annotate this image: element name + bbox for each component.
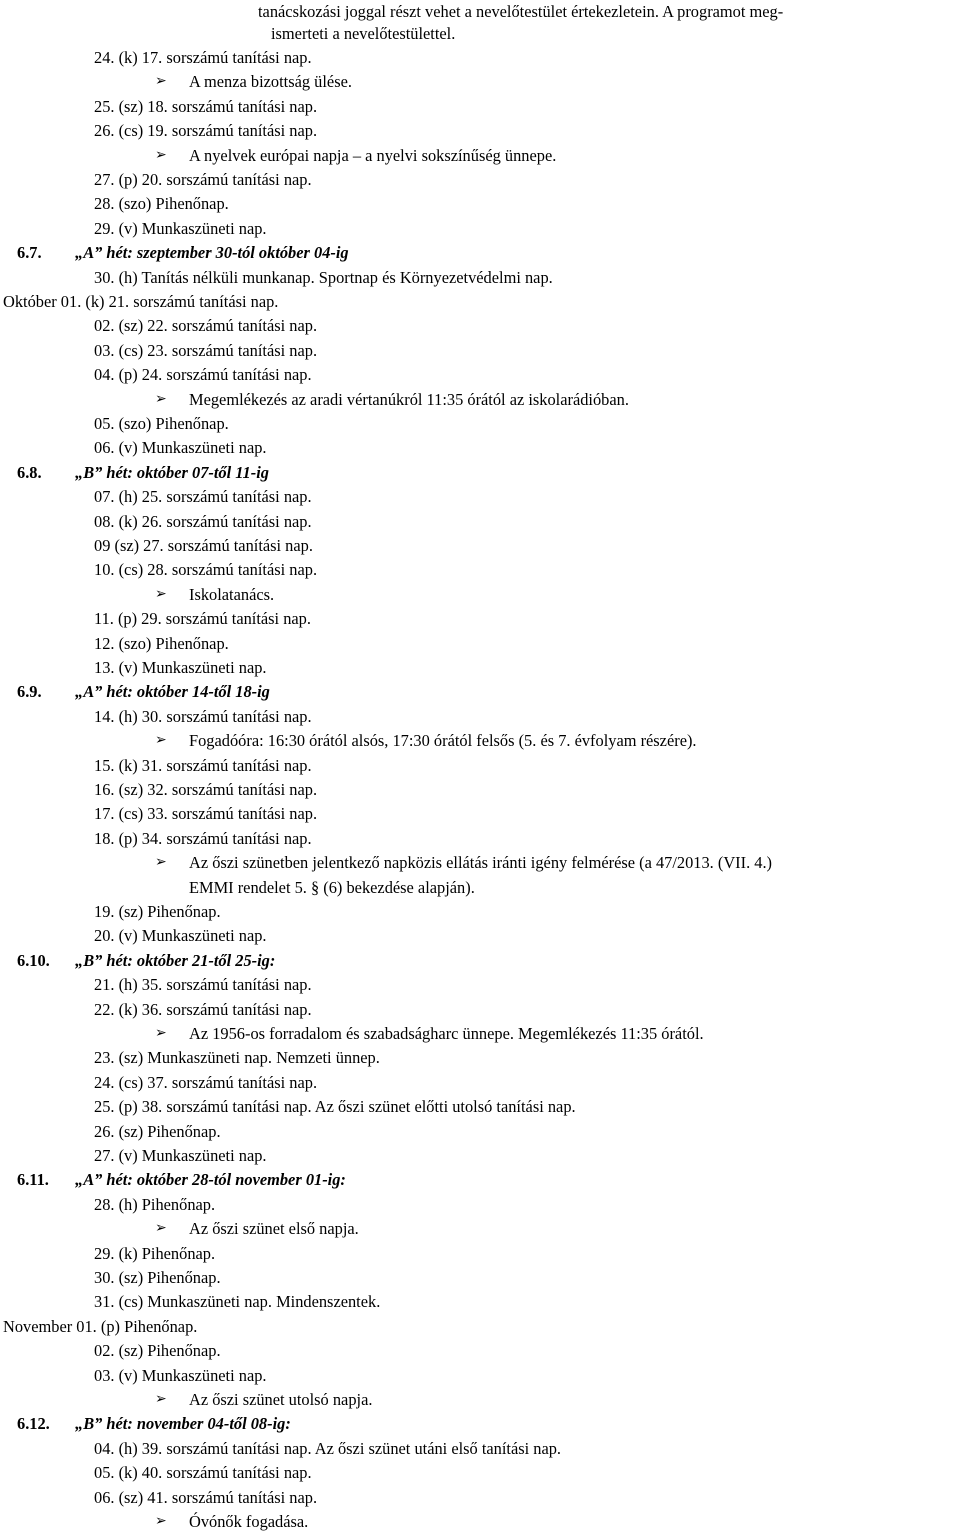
day-text: 03. (v) Munkaszüneti nap. <box>94 1365 267 1385</box>
bullet-text: Megemlékezés az aradi vértanúkról 11:35 órától az iskolarádióban. <box>189 389 629 409</box>
week-heading-title: „A” hét: október 14-től 18-ig <box>75 682 270 702</box>
schedule-day-line <box>0 534 960 558</box>
schedule-day-line <box>0 802 960 826</box>
arrow-bullet-icon: ➢ <box>155 855 167 871</box>
day-text: 22. (k) 36. sorszámú tanítási nap. <box>94 999 312 1019</box>
day-text: 20. (v) Munkaszüneti nap. <box>94 926 267 946</box>
day-text: 25. (p) 38. sorszámú tanítási nap. Az őszi szünet előtti utolsó tanítási nap. <box>94 1097 576 1117</box>
bullet-text: Az 1956-os forradalom és szabadságharc ünnepe. Megemlékezés 11:35 órától. <box>189 1024 704 1043</box>
day-text: 25. (sz) 18. sorszámú tanítási nap. <box>94 96 318 116</box>
day-text: 30. (h) Tanítás nélküli munkanap. Sportnap és Környezetvédelmi nap. <box>94 267 553 287</box>
schedule-day-line <box>0 266 960 290</box>
day-text: 17. (cs) 33. sorszámú tanítási nap. <box>94 804 318 824</box>
week-heading-label <box>17 1412 291 1436</box>
day-text: 10. (cs) 28. sorszámú tanítási nap. <box>94 560 318 580</box>
schedule-day-line <box>0 436 960 460</box>
arrow-bullet-icon: ➢ <box>155 391 167 407</box>
schedule-day-line <box>0 632 960 656</box>
continuation-text: EMMI rendelet 5. § (6) bekezdése alapján). <box>189 877 475 897</box>
bullet-text: Fogadóóra: 16:30 órától alsós, 17:30 órától felsős (5. és 7. évfolyam részére). <box>189 731 697 751</box>
bullet-text: A menza bizottság ülése. <box>189 72 352 92</box>
schedule-day-line <box>0 46 960 70</box>
bullet-text: Óvónők fogadása. <box>189 1512 309 1531</box>
schedule-day-line <box>0 1071 960 1095</box>
day-text: 07. (h) 25. sorszámú tanítási nap. <box>94 487 312 507</box>
day-text: 23. (sz) Munkaszüneti nap. Nemzeti ünnep. <box>94 1048 380 1068</box>
schedule-day-line <box>0 754 960 778</box>
day-text: 15. (k) 31. sorszámú tanítási nap. <box>94 755 312 775</box>
schedule-bullet-line <box>0 851 960 875</box>
schedule-day-line <box>0 412 960 436</box>
bullet-text: Az őszi szünet első napja. <box>189 1219 359 1239</box>
week-heading-number: 6.10. <box>17 950 50 970</box>
week-heading-number: 6.9. <box>17 682 42 702</box>
schedule-day-line <box>0 510 960 534</box>
day-text: 11. (p) 29. sorszámú tanítási nap. <box>94 609 311 629</box>
week-heading-number: 6.7. <box>17 243 42 263</box>
arrow-bullet-icon: ➢ <box>155 1392 167 1407</box>
day-text: 27. (v) Munkaszüneti nap. <box>94 1146 267 1165</box>
month-day-text: November 01. (p) Pihenőnap. <box>3 1316 198 1336</box>
schedule-day-line <box>0 1144 960 1168</box>
schedule-day-line <box>0 924 960 948</box>
schedule-day-line <box>0 314 960 338</box>
day-text: 12. (szo) Pihenőnap. <box>94 633 229 653</box>
schedule-day-line <box>0 1046 960 1070</box>
week-heading-label <box>17 241 349 265</box>
schedule-bullet-line <box>0 583 960 607</box>
schedule-bullet-line <box>0 729 960 753</box>
day-text: 30. (sz) Pihenőnap. <box>94 1268 221 1287</box>
bullet-text: Az őszi szünetben jelentkező napközis ellátás iránti igény felmérése (a 47/2013. (VII. 4.) <box>189 853 773 873</box>
day-text: 29. (v) Munkaszüneti nap. <box>94 218 267 238</box>
schedule-bullet-line <box>0 1388 960 1412</box>
week-heading-label <box>17 461 269 485</box>
intro-line-1 <box>0 0 960 24</box>
day-text: 03. (cs) 23. sorszámú tanítási nap. <box>94 340 318 360</box>
day-text: 21. (h) 35. sorszámú tanítási nap. <box>94 975 312 995</box>
arrow-bullet-icon: ➢ <box>155 1026 167 1041</box>
day-text: 18. (p) 34. sorszámú tanítási nap. <box>94 828 312 848</box>
schedule-day-line <box>0 485 960 509</box>
day-text: 02. (sz) Pihenőnap. <box>94 1341 221 1361</box>
schedule-day-line <box>0 778 960 802</box>
schedule-day-line <box>0 192 960 216</box>
schedule-month-line <box>0 1315 960 1339</box>
schedule-day-line <box>0 1339 960 1363</box>
schedule-day-line <box>0 1486 960 1510</box>
schedule-day-line <box>0 607 960 631</box>
week-heading-label <box>17 1168 346 1192</box>
schedule-day-line <box>0 119 960 143</box>
day-text: 16. (sz) 32. sorszámú tanítási nap. <box>94 780 318 799</box>
schedule-bullet-line <box>0 388 960 412</box>
schedule-day-line <box>0 998 960 1022</box>
arrow-bullet-icon: ➢ <box>155 1514 167 1529</box>
day-text: 06. (v) Munkaszüneti nap. <box>94 438 267 458</box>
schedule-day-line <box>0 827 960 851</box>
intro-text-1: tanácskozási joggal részt vehet a nevelőtestület értekezletein. A programot meg- <box>258 2 784 21</box>
schedule-day-line <box>0 1095 960 1119</box>
arrow-bullet-icon: ➢ <box>155 733 167 749</box>
schedule-day-line <box>0 973 960 997</box>
schedule-day-line <box>0 1290 960 1314</box>
day-text: 26. (sz) Pihenőnap. <box>94 1121 221 1141</box>
week-heading-label <box>17 949 276 973</box>
schedule-day-line <box>0 705 960 729</box>
week-heading-label <box>17 680 270 704</box>
week-heading-number: 6.11. <box>17 1170 49 1190</box>
schedule-bullet-line <box>0 1510 960 1534</box>
schedule-day-line <box>0 558 960 582</box>
week-heading-number: 6.12. <box>17 1414 50 1434</box>
schedule-day-line <box>0 168 960 192</box>
week-heading <box>0 461 960 485</box>
week-heading-title: „B” hét: október 21-től 25-ig: <box>75 950 276 970</box>
week-heading <box>0 680 960 704</box>
intro-line-2 <box>0 22 960 46</box>
schedule-bullet-line <box>0 1022 960 1046</box>
schedule-day-line <box>0 217 960 241</box>
schedule-day-line <box>0 1437 960 1461</box>
schedule-month-line <box>0 290 960 314</box>
schedule-bullet-line <box>0 70 960 94</box>
schedule-day-line <box>0 656 960 680</box>
schedule-day-line <box>0 339 960 363</box>
schedule-day-line <box>0 95 960 119</box>
week-heading-number: 6.8. <box>17 462 42 482</box>
day-text: 02. (sz) 22. sorszámú tanítási nap. <box>94 316 318 336</box>
day-text: 05. (k) 40. sorszámú tanítási nap. <box>94 1463 312 1483</box>
week-heading-title: „A” hét: szeptember 30-tól október 04-ig <box>75 243 349 263</box>
schedule-day-line <box>0 1461 960 1485</box>
day-text: 13. (v) Munkaszüneti nap. <box>94 658 267 677</box>
day-text: 29. (k) Pihenőnap. <box>94 1243 216 1263</box>
day-text: 09 (sz) 27. sorszámú tanítási nap. <box>94 536 313 555</box>
day-text: 14. (h) 30. sorszámú tanítási nap. <box>94 706 312 726</box>
schedule-continuation-line <box>0 876 960 900</box>
schedule-day-line <box>0 900 960 924</box>
day-text: 04. (p) 24. sorszámú tanítási nap. <box>94 365 312 385</box>
week-heading-title: „A” hét: október 28-tól november 01-ig: <box>75 1170 346 1190</box>
day-text: 27. (p) 20. sorszámú tanítási nap. <box>94 170 312 189</box>
month-day-text: Október 01. (k) 21. sorszámú tanítási nap. <box>3 292 279 311</box>
week-heading <box>0 1168 960 1192</box>
day-text: 24. (cs) 37. sorszámú tanítási nap. <box>94 1072 318 1092</box>
week-heading <box>0 949 960 973</box>
bullet-text: A nyelvek európai napja – a nyelvi sokszínűség ünnepe. <box>189 145 557 165</box>
schedule-day-line <box>0 1193 960 1217</box>
day-text: 28. (szo) Pihenőnap. <box>94 194 229 214</box>
schedule-bullet-line <box>0 1217 960 1241</box>
week-heading <box>0 241 960 265</box>
schedule-bullet-line <box>0 144 960 168</box>
bullet-text: Az őszi szünet utolsó napja. <box>189 1390 373 1409</box>
day-text: 19. (sz) Pihenőnap. <box>94 902 221 921</box>
schedule-day-line <box>0 1364 960 1388</box>
day-text: 24. (k) 17. sorszámú tanítási nap. <box>94 48 312 67</box>
arrow-bullet-icon: ➢ <box>155 586 167 602</box>
day-text: 06. (sz) 41. sorszámú tanítási nap. <box>94 1487 318 1507</box>
schedule-day-line <box>0 1242 960 1266</box>
day-text: 08. (k) 26. sorszámú tanítási nap. <box>94 511 312 531</box>
day-text: 05. (szo) Pihenőnap. <box>94 414 229 433</box>
arrow-bullet-icon: ➢ <box>155 74 167 90</box>
bullet-text: Iskolatanács. <box>189 584 275 604</box>
day-text: 26. (cs) 19. sorszámú tanítási nap. <box>94 121 318 141</box>
schedule-day-line <box>0 363 960 387</box>
intro-text-2: ismerteti a nevelőtestülettel. <box>271 24 456 43</box>
week-heading-title: „B” hét: október 07-től 11-ig <box>75 462 269 482</box>
day-text: 28. (h) Pihenőnap. <box>94 1194 216 1214</box>
schedule-day-line <box>0 1120 960 1144</box>
arrow-bullet-icon: ➢ <box>155 1221 167 1237</box>
schedule-day-line <box>0 1266 960 1290</box>
week-heading <box>0 1412 960 1436</box>
arrow-bullet-icon: ➢ <box>155 147 167 163</box>
day-text: 31. (cs) Munkaszüneti nap. Mindenszentek. <box>94 1292 381 1312</box>
day-text: 04. (h) 39. sorszámú tanítási nap. Az őszi szünet utáni első tanítási nap. <box>94 1438 562 1458</box>
week-heading-title: „B” hét: november 04-től 08-ig: <box>75 1414 291 1434</box>
